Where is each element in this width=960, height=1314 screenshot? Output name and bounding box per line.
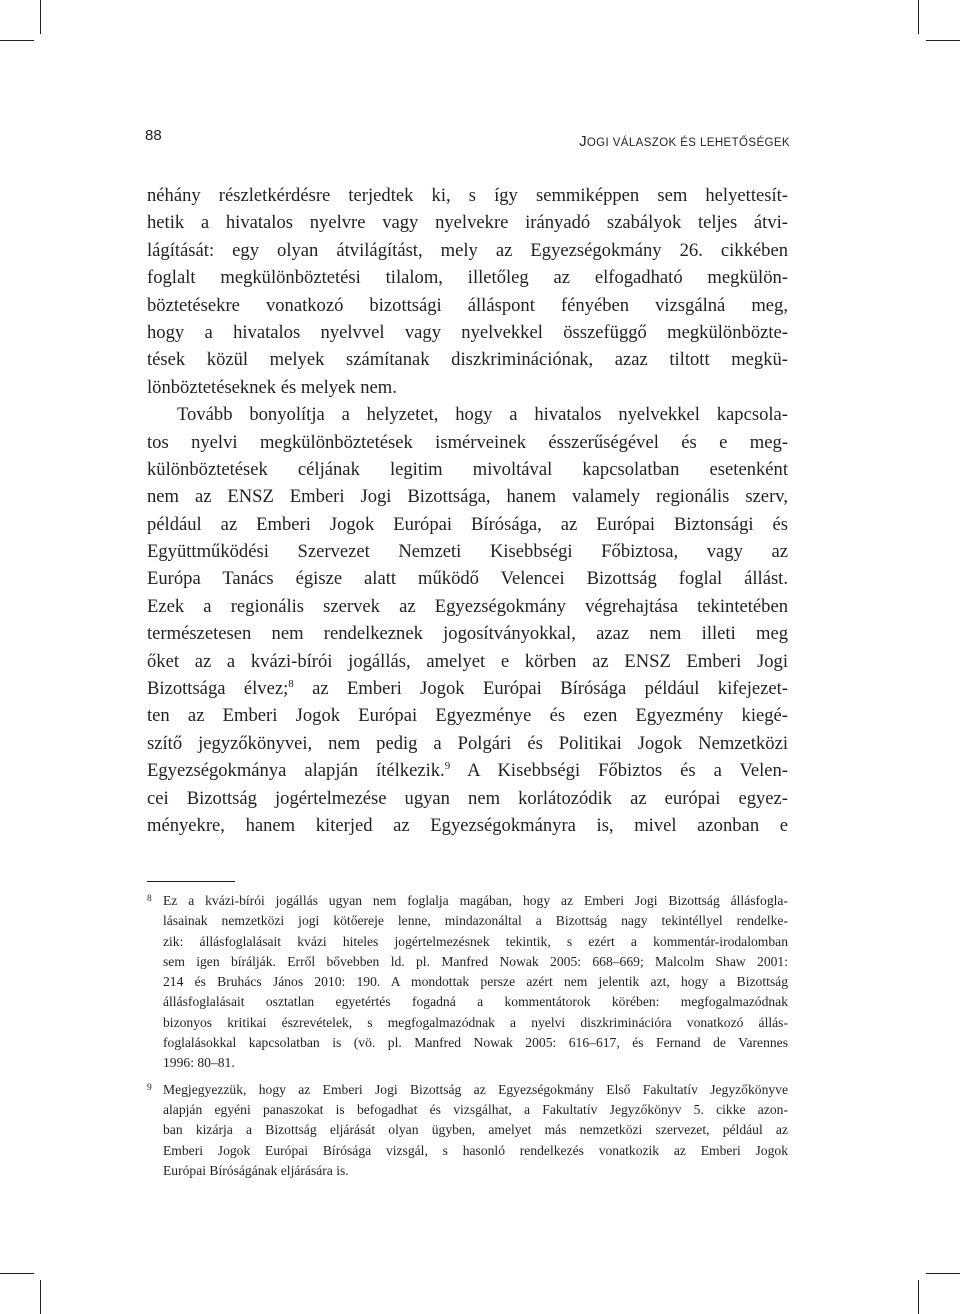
- footnote-8: [147, 891, 788, 1074]
- page-number: 88: [145, 127, 162, 144]
- body-line-part: az Emberi Jogok Európai Bírósága például kifejezet-: [293, 678, 788, 700]
- body-line: például az Emberi Jogok Európai Bírósága, az Európai Biztonsági és: [147, 513, 788, 535]
- body-line: Európa Tanács égisze alatt működő Velencei Bizottság foglal állást.: [147, 568, 788, 590]
- footnote-line: bizonyos kritikai észrevételek, s megfogalmazódnak a nyelvi diszkriminációra vonatkozó állás-: [163, 1014, 788, 1030]
- running-head: [579, 133, 790, 150]
- footnote-mark: 8: [147, 894, 152, 904]
- body-line: őket az a kvázi-bírói jogállás, amelyet e körben az ENSZ Emberi Jogi: [147, 650, 788, 672]
- body-line: természetesen nem rendelkeznek jogosítványokkal, azaz nem illeti meg: [147, 623, 788, 645]
- crop-mark: [918, 1280, 919, 1314]
- footnote-line: lásainak nemzetközi jogi kötőereje lenne, mindazonáltal a Bizottság nagy tekintéllyel rendelke-: [163, 913, 788, 929]
- body-line: hetik a hivatalos nyelvre vagy nyelvekre irányadó szabályok teljes átvi-: [147, 212, 788, 234]
- body-line: lönböztetéseknek és melyek nem.: [147, 376, 397, 398]
- body-line: ten az Emberi Jogok Európai Egyezménye és ezen Egyezmény kiegé-: [147, 705, 788, 727]
- body-line: Ezek a regionális szervek az Egyezségokmány végrehajtása tekintetében: [147, 595, 788, 617]
- body-line-part: Bizottsága élvez;: [147, 678, 289, 700]
- footnote-line: Megjegyezzük, hogy az Emberi Jogi Bizottság az Egyezségokmány Első Fakultatív Jegyzőkönyve: [163, 1081, 788, 1097]
- footnotes: [147, 891, 788, 1187]
- body-line: néhány részletkérdésre terjedtek ki, s így semmiképpen sem helyettesít-: [147, 185, 788, 206]
- running-head-text: OGI VÁLASZOK ÉS LEHETŐSÉGEK: [586, 137, 790, 149]
- crop-mark: [926, 40, 960, 41]
- body-line: [147, 675, 788, 702]
- footnote-mark: 9: [147, 1082, 152, 1093]
- body-line: hogy a hivatalos nyelvvel vagy nyelvekkel összefüggő megkülönbözte-: [147, 321, 788, 343]
- crop-mark: [0, 40, 34, 41]
- footnote-9: [147, 1080, 788, 1181]
- crop-mark: [918, 0, 919, 34]
- footnote-line: alapján egyéni panaszokat is befogadhat és vizsgálhat, a Fakultatív Jegyzőkönyv 5. cikke azon-: [163, 1101, 788, 1117]
- crop-mark: [926, 1273, 960, 1274]
- body-line: foglalt megkülönböztetési tilalom, illetőleg az elfogadható megkülön-: [147, 267, 788, 289]
- footnote-line: 214 és Bruhács János 2010: 190. A mondottak persze azért nem jelentik azt, hogy a Bizottság: [163, 974, 788, 990]
- footnote-ref-8[interactable]: 8: [288, 677, 294, 690]
- body-line-part: A Kisebbségi Főbiztos és a Velen-: [450, 760, 788, 782]
- body-line-part: Egyezségokmánya alapján ítélkezik.: [147, 760, 445, 782]
- crop-mark: [40, 1280, 41, 1314]
- body-line: lágítását: egy olyan átvilágítást, mely az Egyezségokmány 26. cikkében: [147, 239, 788, 261]
- body-line: Együttműködési Szervezet Nemzeti Kisebbségi Főbiztosa, vagy az: [147, 541, 788, 563]
- body-line: Tovább bonyolítja a helyzetet, hogy a hivatalos nyelvekkel kapcsola-: [177, 404, 788, 426]
- body-line: különböztetések céljának legitim mivoltával kapcsolatban esetenként: [147, 458, 788, 480]
- body-line: böztetésekre vonatkozó bizottsági álláspont fényében vizsgálná meg,: [147, 294, 788, 316]
- crop-mark: [0, 1273, 34, 1274]
- footnote-line: sem igen bírálják. Erről bővebben ld. pl. Manfred Nowak 2005: 668–669; Malcolm Shaw 2001:: [163, 953, 788, 969]
- body-text: [147, 182, 788, 839]
- body-line: cei Bizottság jogértelmezése ugyan nem korlátozódik az európai egyez-: [147, 787, 788, 809]
- running-head-initial: J: [579, 133, 587, 150]
- footnote-separator: [147, 881, 235, 882]
- body-line: [147, 757, 788, 784]
- body-line: nem az ENSZ Emberi Jogi Bizottsága, hanem valamely regionális szerv,: [147, 486, 788, 508]
- body-line: szítő jegyzőkönyvei, nem pedig a Polgári és Politikai Jogok Nemzetközi: [147, 732, 788, 754]
- footnote-line: Emberi Jogok Európai Bírósága vizsgál, s hasonló rendelkezés vonatkozik az Emberi Jogok: [163, 1142, 788, 1158]
- footnote-line: ban kizárja a Bizottság eljárását olyan ügyben, amelyet más nemzetközi szervezet, például az: [163, 1122, 788, 1138]
- footnote-line: Európai Bíróságának eljárására is.: [163, 1162, 349, 1178]
- footnote-line: állásfoglalásait osztatlan egyetértés fogadná a kommentátorok körében: megfogalmazódnak: [163, 994, 788, 1010]
- footnote-line: foglalásokkal kapcsolatban is (vö. pl. Manfred Nowak 2005: 616–617, és Fernand de Varennes: [163, 1035, 788, 1051]
- footnote-line: zik: állásfoglalásait kvázi hiteles jogértelmezésnek tekintik, s ezért a kommentár-irodalomban: [163, 933, 788, 949]
- footnote-line: Ez a kvázi-bírói jogállás ugyan nem foglalja magában, hogy az Emberi Jogi Bizottság állásfogla-: [163, 893, 788, 908]
- crop-mark: [40, 0, 41, 34]
- body-line: ményekre, hanem kiterjed az Egyezségokmányra is, mivel azonban e: [147, 814, 788, 836]
- footnote-line: 1996: 80–81.: [163, 1055, 235, 1071]
- body-line: tos nyelvi megkülönböztetések ismérveinek ésszerűségével és e meg-: [147, 431, 788, 453]
- body-line: tések közül melyek számítanak diszkriminációnak, azaz tiltott megkü-: [147, 349, 788, 371]
- footnote-ref-9[interactable]: 9: [444, 760, 451, 773]
